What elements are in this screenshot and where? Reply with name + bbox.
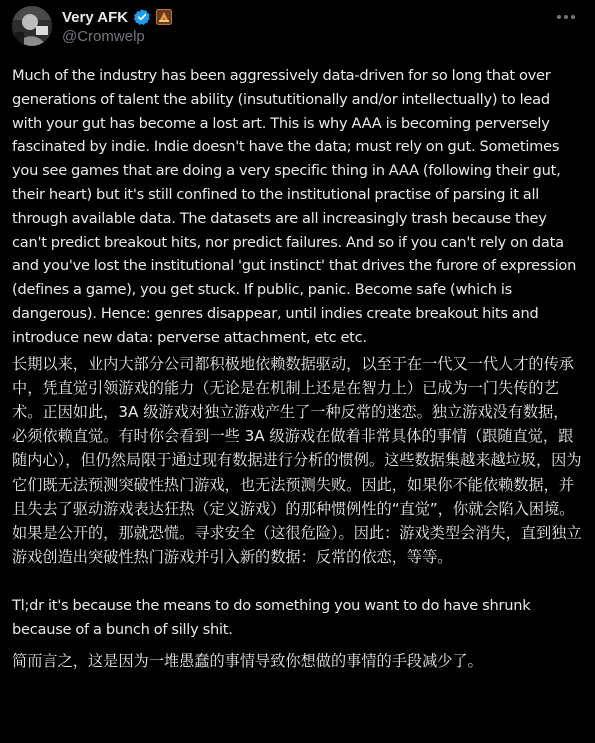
- name-row: [62, 7, 172, 27]
- tweet-paragraph-tldr-chinese: 简而言之，这是因为一堆愚蠢的事情导致你想做的事情的手段减少了。: [12, 651, 483, 670]
- tweet-paragraph-chinese: 长期以来，业内大部分公司都积极地依赖数据驱动，以至于在一代又一代人才的传承中，凭直觉引领游戏的能力（无论是在机制上还是在智力上）已成为一门失传的艺术。正因如此，3A 级游戏对独立游戏产生了一种反常的迷恋。独立游戏没有数据，必须依赖直觉。有时你会看到一些 3A 级游戏在做着非常具体的事情（跟随直觉，跟随内心），但仍然局限于通过现有数据进行分析的惯例。这些数据集越来越垃圾，因为它们既无法预测突破性热门游戏，也无法预测失败。因此，如果你不能依赖数据，并且失去了驱动游戏表达狂热（定义游戏）的那种惯例性的“直觉”，你就会陷入困境。如果是公开的，那就恐慌。寻求安全（这很危险）。因此：游戏类型会消失，直到独立游戏创造出突破性热门游戏并引入新的数据：反常的依恋，等等。: [12, 354, 582, 567]
- tweet-paragraph-tldr: Tl;dr it's because the means to do something you want to do have shrunk because of a bunch of silly shit.: [12, 597, 531, 639]
- affiliate-badge-icon[interactable]: [156, 9, 172, 25]
- user-handle[interactable]: @Cromwelp: [62, 28, 145, 45]
- avatar[interactable]: [12, 6, 52, 46]
- verified-badge-icon: [133, 8, 151, 26]
- tweet-paragraph-english: Much of the industry has been aggressively data-driven for so long that over generations of talent the ability (insututitionally and/or intellectually) to lead with your gut has become a lost art. This is why AAA is becoming perversely fascinated by indie. Indie doesn't have the data; must rely on gut. Sometimes you see games that are doing a very specific thing in AAA (following their gut, their heart) but it's still confined to the institutional practise of parsing it all through available data. The datasets are all increasingly trash because they can't predict breakout hits, nor predict failures. And so if you can't rely on data and you've lost the institutional 'gut instinct' that drives the furore of expression (defines a game), you get stuck. If public, panic. Become safe (which is dangerous). Hence: genres disappear, until indies create breakout hits and introduce new data: perverse attachment, etc etc.: [12, 67, 577, 346]
- tweet-text: [12, 64, 583, 673]
- display-name[interactable]: Very AFK: [62, 8, 129, 26]
- more-options-icon[interactable]: [555, 8, 577, 26]
- tweet-header: [12, 6, 583, 46]
